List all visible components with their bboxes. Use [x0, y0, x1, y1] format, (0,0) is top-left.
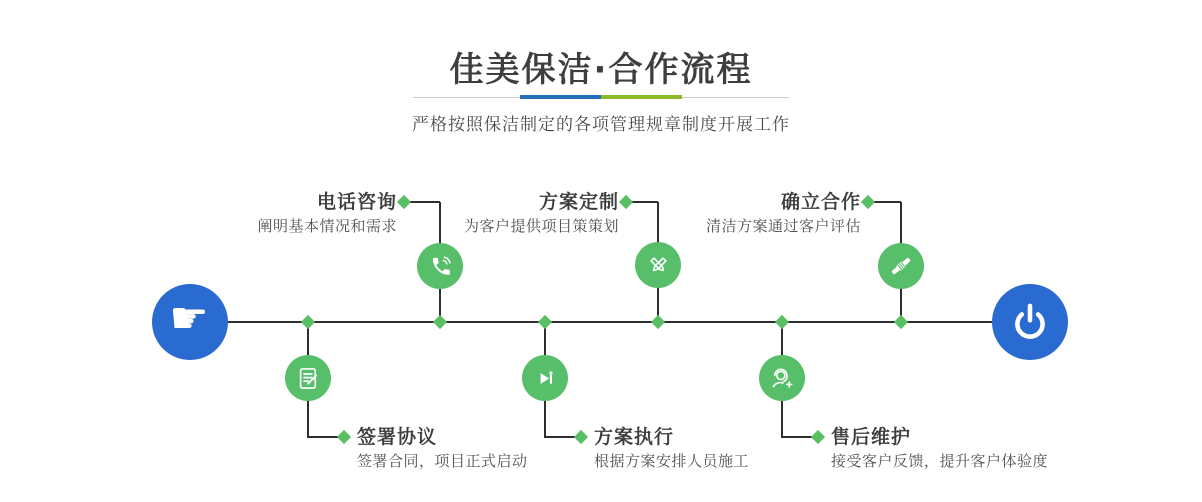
step-label-plan: [464, 191, 619, 236]
timeline-node-diamond: [538, 315, 552, 329]
step-title: 售后维护: [831, 426, 912, 448]
page-subtitle: 严格按照保洁制定的各项管理规章制度开展工作: [412, 115, 790, 135]
step-desc: 阐明基本情况和需求: [257, 217, 397, 235]
step-title: 签署协议: [357, 426, 438, 448]
timeline-node-diamond: [433, 315, 447, 329]
label-diamond: [811, 430, 825, 444]
timeline-node-diamond: [651, 315, 665, 329]
start-endpoint-circle: [152, 284, 228, 360]
step-desc: 根据方案安排人员施工: [594, 452, 750, 470]
end-endpoint-circle: [992, 284, 1068, 360]
crossed-pencils-icon: [645, 252, 672, 279]
power-icon: [1009, 301, 1051, 343]
label-diamond: [574, 430, 588, 444]
divider-blue-segment: [520, 95, 601, 99]
label-diamond: [861, 195, 875, 209]
step-title: 方案定制: [538, 191, 619, 213]
phone-icon: [427, 253, 454, 280]
step-title: 确立合作: [780, 191, 861, 213]
step-label-phone: [257, 191, 397, 236]
timeline-node-diamond: [301, 315, 315, 329]
step-circle-execution: [522, 355, 568, 401]
step-label-aftersales: [831, 426, 1048, 471]
step-desc: 签署合同，项目正式启动: [357, 452, 528, 470]
step-label-execution: [594, 426, 749, 471]
label-diamond: [619, 195, 633, 209]
step-circle-phone: [417, 243, 463, 289]
timeline-node-diamond: [775, 315, 789, 329]
step-desc: 接受客户反馈，提升客户体验度: [831, 452, 1049, 470]
customer-service-icon: [768, 364, 796, 392]
handshake-icon: [887, 252, 915, 280]
contract-sign-icon: [295, 365, 322, 392]
step-title: 方案执行: [594, 426, 675, 448]
label-diamond: [337, 430, 351, 444]
play-next-icon: [532, 365, 559, 392]
label-diamond: [397, 195, 411, 209]
step-title: 电话咨询: [316, 191, 397, 213]
page-title: 佳美保洁·合作流程: [449, 50, 753, 90]
step-desc: 清洁方案通过客户评估: [705, 217, 861, 235]
point-right-hand-icon: ☛: [169, 293, 209, 344]
step-label-contract: [357, 426, 528, 471]
step-circle-cooperation: [878, 243, 924, 289]
step-circle-plan: [635, 242, 681, 288]
step-label-cooperation: [706, 191, 861, 236]
timeline-main-line: [228, 321, 992, 323]
step-circle-contract: [285, 355, 331, 401]
timeline-node-diamond: [894, 315, 908, 329]
divider-green-segment: [601, 95, 682, 99]
step-desc: 为客户提供项目策策划: [463, 217, 619, 235]
step-circle-aftersales: [759, 355, 805, 401]
